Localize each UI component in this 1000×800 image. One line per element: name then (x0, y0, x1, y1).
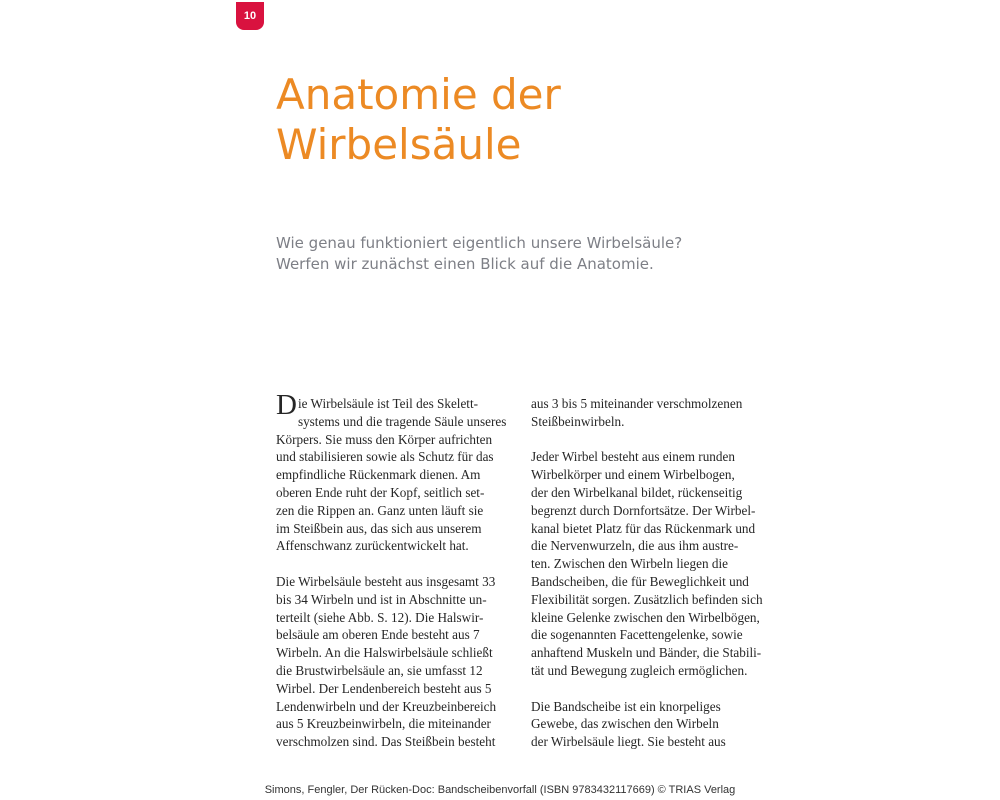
line: aus 5 Kreuzbeinwirbeln, die miteinander (276, 716, 491, 732)
line: bis 34 Wirbeln und ist in Abschnitte un- (276, 591, 487, 607)
line: Flexibilität sorgen. Zusätzlich befinden sich (531, 591, 763, 607)
line: belsäule am oberen Ende besteht aus 7 (276, 627, 480, 643)
line: Körpers. Sie muss den Körper aufrichten (276, 431, 493, 447)
chapter-title-line: Wirbelsäule (276, 120, 522, 169)
chapter-title (276, 70, 836, 170)
line: ten. Zwischen den Wirbeln liegen die (531, 556, 728, 572)
text-column-left (276, 389, 526, 769)
paragraph (531, 448, 771, 679)
copyright-footer: Simons, Fengler, Der Rücken-Doc: Bandscheibenvorfall (ISBN 9783432117669) © TRIAS Verlag (264, 784, 736, 796)
line: Wirbel. Der Lendenbereich besteht aus 5 (276, 680, 492, 696)
line: Lendenwirbeln und der Kreuzbeinbereich (276, 698, 497, 714)
intro-line: Werfen wir zunächst einen Blick auf die Anatomie. (276, 255, 654, 273)
line: Affenschwanz zurückentwickelt hat. (276, 538, 469, 554)
line: Wirbeln. An die Halswirbelsäule schließt (276, 645, 493, 661)
line: anhaftend Muskeln und Bänder, die Stabili- (531, 645, 762, 661)
line: systems und die tragende Säule unseres (297, 413, 507, 429)
drop-cap: D (276, 389, 297, 421)
line: die Nervenwurzeln, die aus ihm austre- (531, 538, 739, 554)
chapter-title-line: Anatomie der (276, 70, 561, 119)
paragraph (531, 395, 771, 431)
line: Die Wirbelsäule besteht aus insgesamt 33 (276, 573, 496, 589)
line: Gewebe, das zwischen den Wirbeln (531, 716, 719, 732)
line: die Brustwirbelsäule an, sie umfasst 12 (276, 662, 483, 678)
line-text: ie Wirbelsäule ist Teil des Skelett- (297, 396, 479, 411)
line: aus 3 bis 5 miteinander verschmolzenen (531, 396, 743, 411)
line: die sogenannten Facettengelenke, sowie (531, 627, 743, 643)
page-number-badge: 10 (236, 2, 264, 30)
chapter-intro (276, 233, 776, 275)
paragraph (531, 698, 771, 751)
line: zen die Rippen an. Ganz unten läuft sie (276, 502, 484, 518)
text-column-right (531, 395, 771, 769)
line: kanal bietet Platz für das Rückenmark und (531, 520, 756, 536)
line: und stabilisieren sowie als Schutz für das (276, 449, 494, 465)
paragraph (276, 389, 526, 555)
line: oberen Ende ruht der Kopf, seitlich set- (276, 484, 485, 500)
line: der den Wirbelkanal bildet, rückenseitig (531, 484, 743, 500)
line: kleine Gelenke zwischen den Wirbelbögen, (531, 609, 760, 625)
line: Steißbeinwirbeln. (531, 413, 625, 429)
line: Jeder Wirbel besteht aus einem runden (531, 449, 735, 465)
line: terteilt (siehe Abb. S. 12). Die Halswir- (276, 609, 484, 625)
line: der Wirbelsäule liegt. Sie besteht aus (531, 734, 726, 750)
line: tät und Bewegung zugleich ermöglichen. (531, 662, 748, 678)
line: Wirbelkörper und einem Wirbelbogen, (531, 467, 735, 483)
line: Die Bandscheibe ist ein knorpeliges (531, 698, 721, 714)
paragraph (276, 573, 526, 751)
line: verschmolzen sind. Das Steißbein besteht (276, 734, 496, 750)
line: Bandscheiben, die für Beweglichkeit und (531, 573, 749, 589)
line: begrenzt durch Dornfortsätze. Der Wirbel- (531, 502, 756, 518)
line: im Steißbein aus, das sich aus unserem (276, 520, 482, 536)
intro-line: Wie genau funktioniert eigentlich unsere Wirbelsäule? (276, 234, 683, 252)
line: empfindliche Rückenmark dienen. Am (276, 467, 481, 483)
